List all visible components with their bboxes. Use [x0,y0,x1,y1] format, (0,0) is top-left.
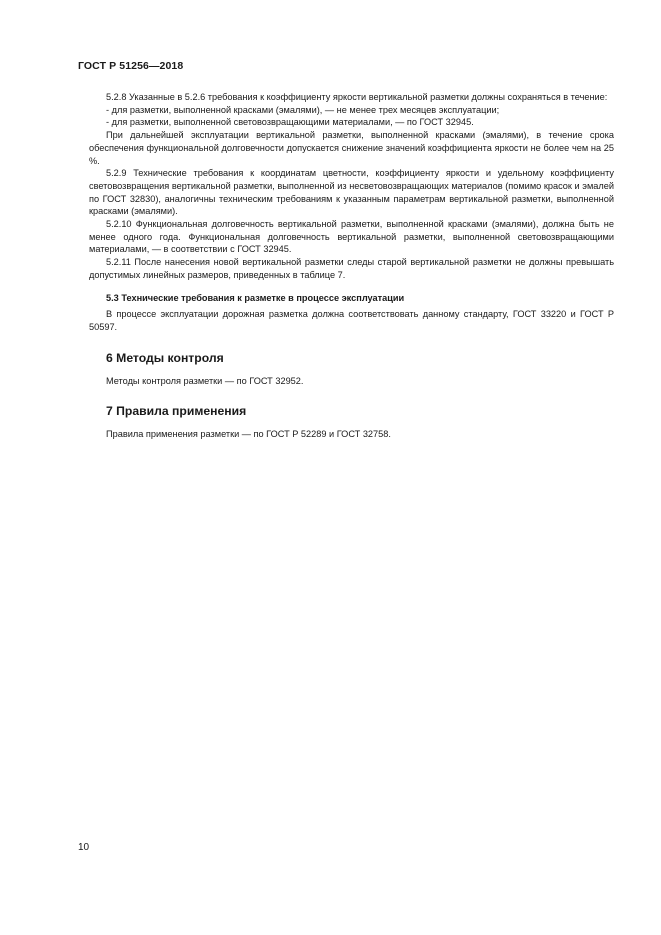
paragraph-5-2-8-continuation: При дальнейшей эксплуатации вертикальной разметки, выполненной красками (эмалями), в течение срока обеспечения функциональной долговечности допускается снижение значений коэффициента яркости не более чем на 25 %. [89,130,614,166]
paragraph-5-2-8: 5.2.8 Указанные в 5.2.6 требования к коэффициенту яркости вертикальной разметки должны сохраняться в течение: [106,92,608,102]
section-heading-7: 7 Правила применения [106,404,247,419]
paragraph-5-3: В процессе эксплуатации дорожная разметка должна соответствовать данному стандарту, ГОСТ 33220 и ГОСТ Р 50597. [89,309,614,332]
paragraph-7: Правила применения разметки — по ГОСТ Р 52289 и ГОСТ 32758. [106,429,391,440]
document-body [89,91,614,441]
paragraph-5-2-9: 5.2.9 Технические требования к координатам цветности, коэффициенту яркости и удельному коэффициенту световозвращения вертикальной разметки, выполненной из несветовозвращающих материалов (помимо красок и эмалей по ГОСТ 32830), аналогичны техническим требованиям к указанным параметрам вертикальной разметки, выполненной красками (эмалями). [89,168,614,217]
paragraph-5-2-10: 5.2.10 Функциональная долговечность вертикальной разметки, выполненной красками (эмалями), должна быть не менее одного года. Функциональная долговечность вертикальной разметки, выполненной световозвращающими материалами, — в соответствии с ГОСТ 32945. [89,219,614,255]
page-number: 10 [78,842,90,853]
paragraph-6: Методы контроля разметки — по ГОСТ 32952. [106,375,304,386]
section-heading-6: 6 Методы контроля [106,350,224,365]
list-item: - для разметки, выполненной красками (эмалями), — не менее трех месяцев эксплуатации; [106,104,500,115]
paragraph-5-2-11: 5.2.11 После нанесения новой вертикальной разметки следы старой вертикальной разметки не должны превышать допустимых линейных размеров, приведенных в таблице 7. [89,257,614,280]
standard-header: ГОСТ Р 51256—2018 [78,60,184,72]
subsection-heading-5-3: 5.3 Технические требования к разметке в процессе эксплуатации [106,292,405,303]
list-item: - для разметки, выполненной световозвращающими материалами, — по ГОСТ 32945. [106,117,474,128]
